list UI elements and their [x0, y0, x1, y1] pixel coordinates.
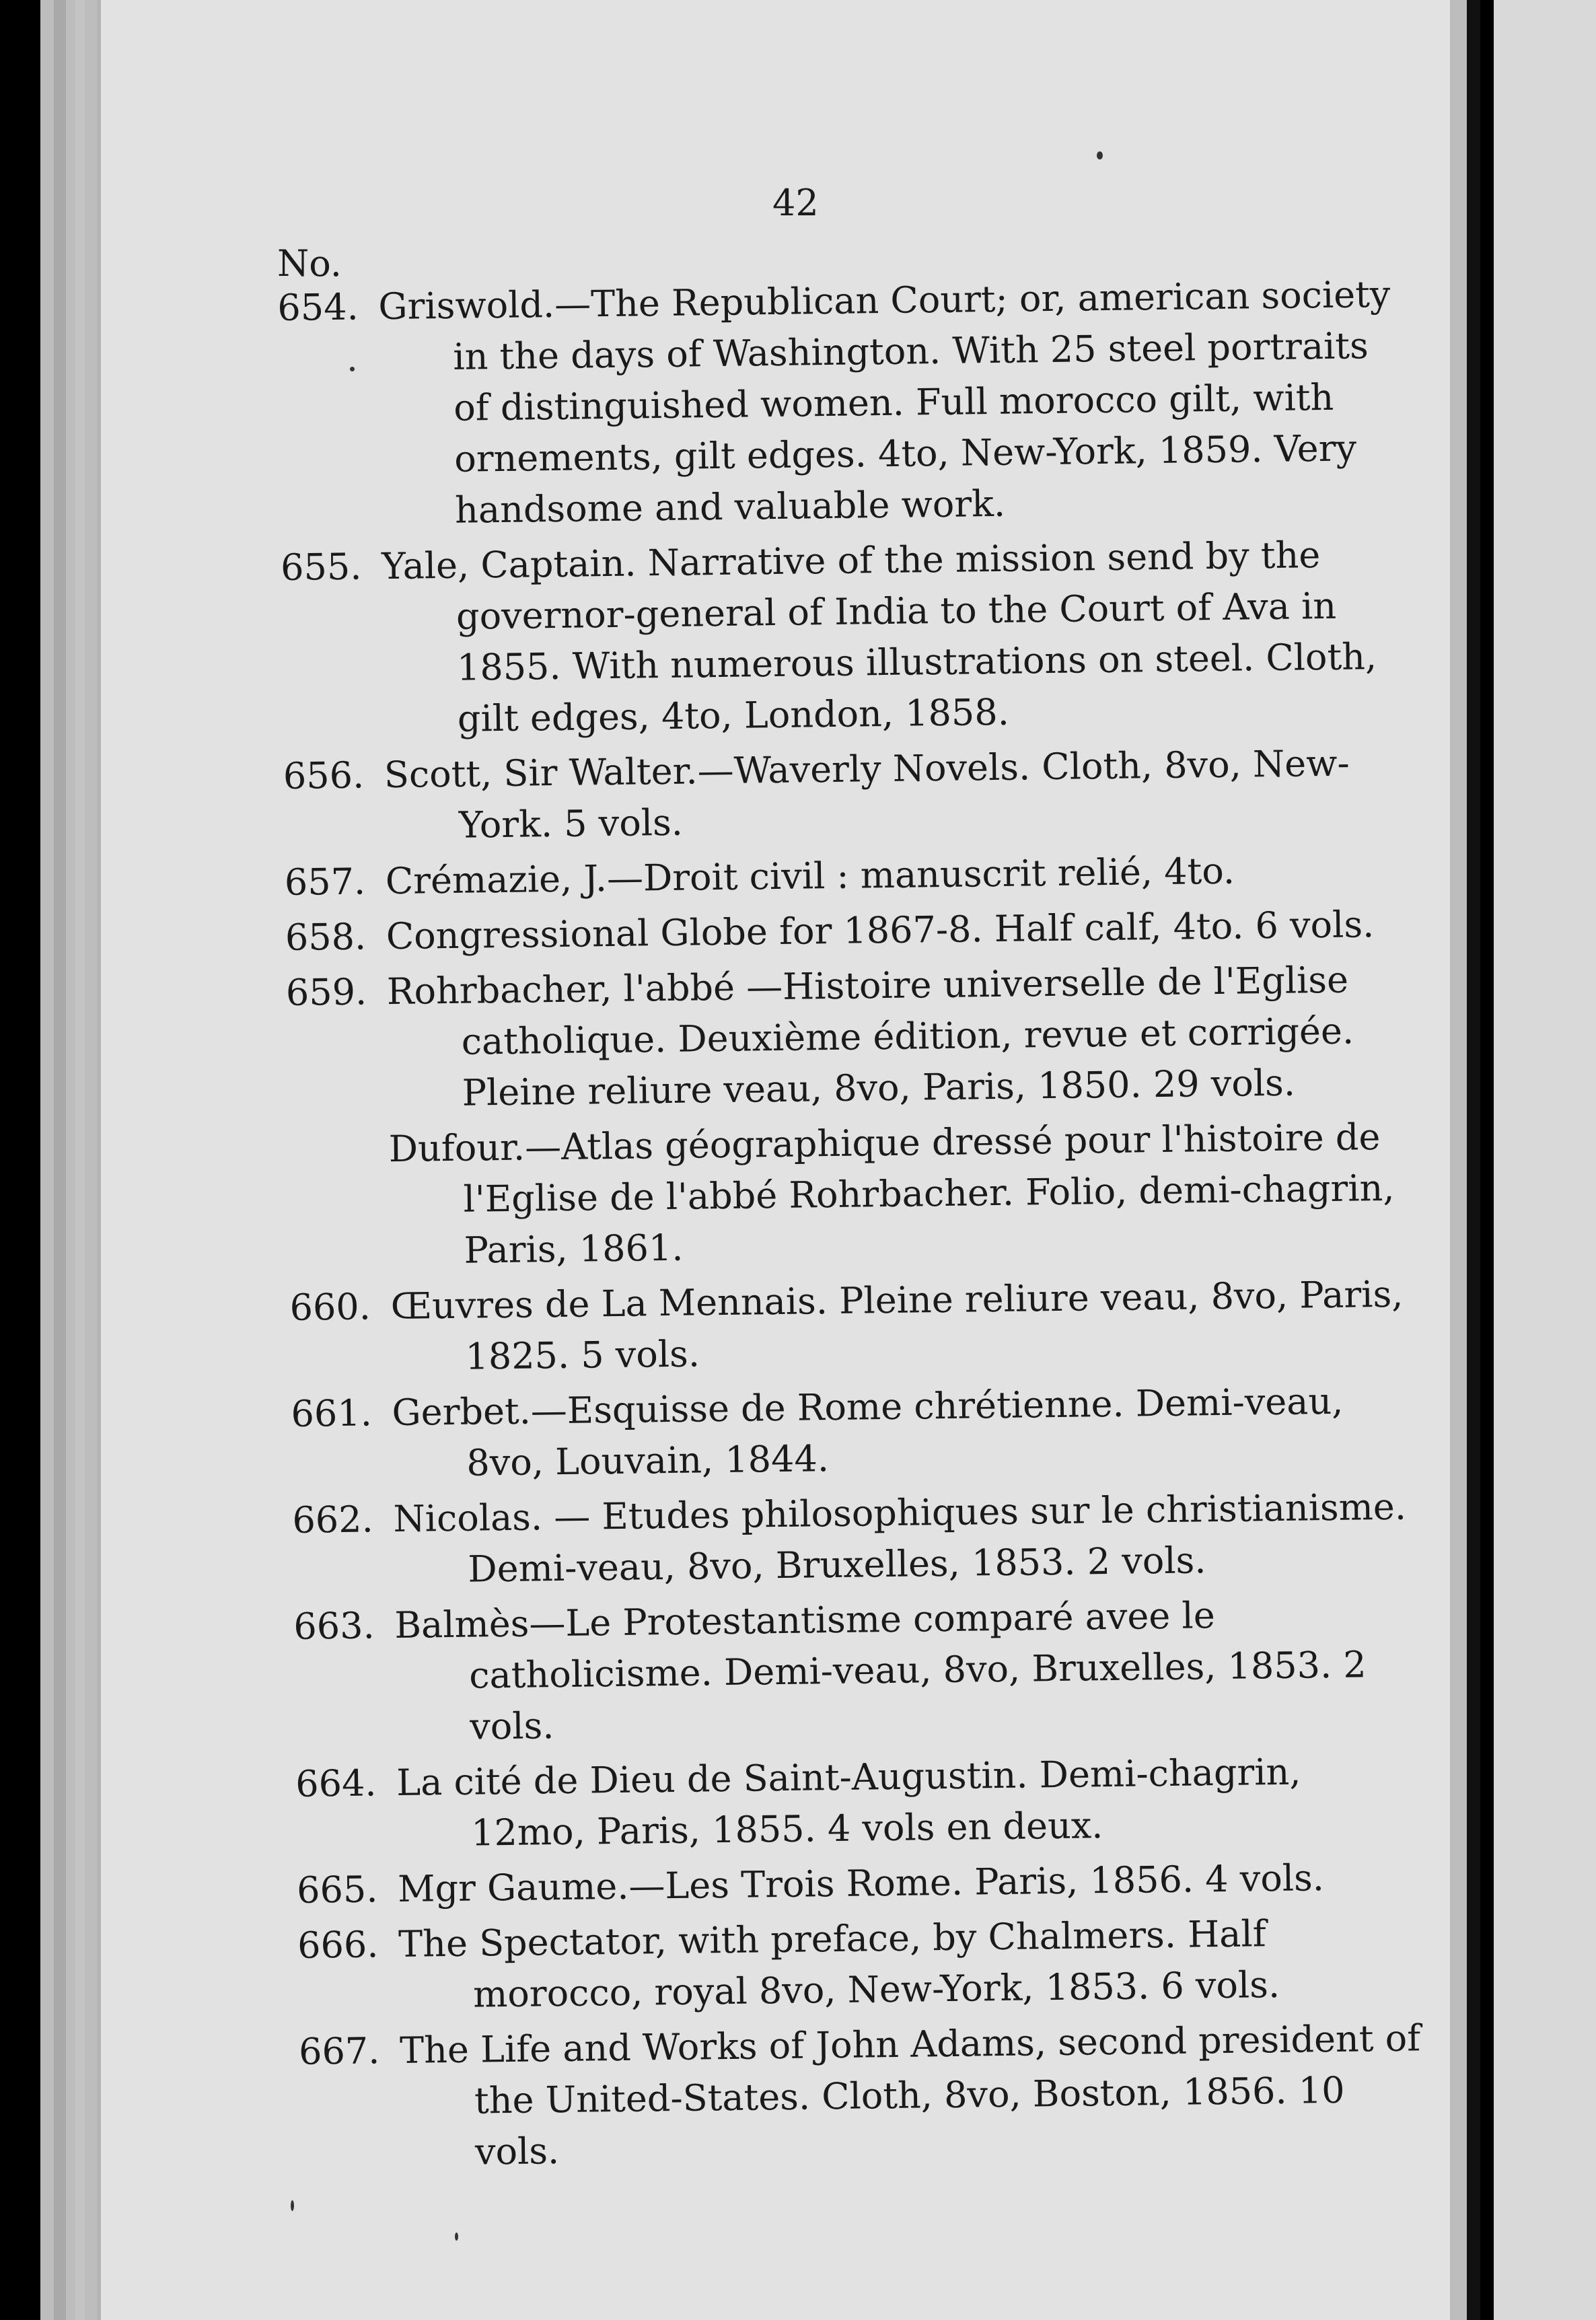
- catalogue-entry-665: [297, 1851, 1428, 1916]
- entry-text: Rohrbacher, l'abbé —Histoire universelle de l'Eglise catholique. Deuxième édition, revue et corrigée. Pleine reliure veau, 8vo, Paris, 1850. 29 vols.: [386, 958, 1354, 1114]
- entry-number: 665.: [296, 1868, 378, 1912]
- entry-text: Œuvres de La Mennais. Pleine reliure veau, 8vo, Paris, 1825. 5 vols.: [390, 1272, 1404, 1378]
- entry-number: 667.: [298, 2029, 380, 2073]
- column-label-no: No.: [277, 242, 342, 285]
- catalogue-entry-658: [285, 898, 1416, 964]
- entry-text: Griswold.—The Republican Court; or, american society in the days of Washington. With 25 steel portraits of distinguished women. Full morocco gilt, with ornements, gilt edges. 4to, New-York, 1859. Very handsome and valuable work.: [378, 273, 1391, 532]
- paper-speck: [291, 2200, 294, 2211]
- paper-speck: [1097, 151, 1103, 159]
- catalogue-entry-666: [297, 1906, 1429, 2023]
- entry-text: Mgr Gaume.—Les Trois Rome. Paris, 1856. 4 vols.: [397, 1856, 1325, 1910]
- page-edge-strip: [54, 0, 66, 2320]
- entry-number: 654.: [277, 285, 359, 329]
- catalogue-entry-659: [285, 953, 1418, 1121]
- entry-text: Nicolas. — Etudes philosophiques sur le christianisme. Demi-veau, 8vo, Bruxelles, 1853. 2 vols.: [393, 1485, 1407, 1591]
- catalogue-entry-655: [281, 528, 1414, 747]
- adjacent-page-edge: [1494, 0, 1596, 2320]
- catalogue-entry-662: [292, 1481, 1424, 1597]
- entry-text: The Life and Works of John Adams, second president of the United-States. Cloth, 8vo, Boston, 1856. 10 vols.: [399, 2017, 1421, 2173]
- catalogue-entry-659-dufour: Dufour.—Atlas géographique dressé pour l'histoire de l'Eglise de l'abbé Rohrbacher. Folio, demi-chagrin, Paris, 1861.: [388, 1116, 1395, 1272]
- entry-number: 659.: [285, 970, 367, 1014]
- catalogue-entry-656: [283, 737, 1415, 853]
- catalogue-entry-660: [289, 1268, 1421, 1385]
- entry-number: 664.: [295, 1762, 377, 1805]
- entry-text: La cité de Dieu de Saint-Augustin. Demi-chagrin, 12mo, Paris, 1855. 4 vols en deux.: [396, 1750, 1301, 1854]
- entry-text: The Spectator, with preface, by Chalmers. Half morocco, royal 8vo, New-York, 1853. 6 vols.: [398, 1912, 1280, 2016]
- catalogue-entry-657: [284, 843, 1415, 908]
- entry-number: 666.: [297, 1923, 379, 1967]
- entry-number: 657.: [284, 860, 366, 904]
- catalogue-entry-664: [295, 1745, 1427, 1861]
- entry-number: 661.: [291, 1391, 373, 1435]
- entry-text: Yale, Captain. Narrative of the mission send by the governor-general of India to the Court of Ava in 1855. With numerous illustrations on steel. Cloth, gilt edges, 4to, London, 1858.: [381, 534, 1377, 740]
- catalogue-entry-663: [293, 1587, 1426, 1755]
- catalogue-entries: [277, 268, 1430, 2183]
- entry-text: Congressional Globe for 1867-8. Half calf, 4to. 6 vols.: [386, 903, 1375, 958]
- entry-text: Balmès—Le Protestantisme comparé avee le catholicisme. Demi-veau, 8vo, Bruxelles, 1853. 2 vols.: [394, 1594, 1367, 1748]
- page-edge-strip: [75, 0, 85, 2320]
- entry-number: 662.: [292, 1498, 374, 1542]
- paper-speck: [350, 367, 355, 371]
- paper-speck: [455, 2233, 458, 2241]
- catalogue-entry-661: [291, 1375, 1422, 1491]
- entry-number: 658.: [285, 915, 367, 959]
- page-gutter: [1467, 0, 1480, 2320]
- entry-number: 663.: [293, 1604, 375, 1648]
- entry-number: 655.: [280, 545, 362, 589]
- page-number: 42: [772, 182, 819, 224]
- entry-number: 656.: [283, 754, 365, 797]
- entry-number: 660.: [289, 1285, 371, 1329]
- entry-text: Scott, Sir Walter.—Waverly Novels. Cloth, 8vo, New-York. 5 vols.: [384, 741, 1350, 846]
- entry-text: Gerbet.—Esquisse de Rome chrétienne. Demi-veau, 8vo, Louvain, 1844.: [392, 1379, 1344, 1484]
- catalogue-entry-654: [277, 268, 1411, 538]
- entry-text: Crémazie, J.—Droit civil : manuscrit relié, 4to.: [385, 849, 1235, 903]
- catalogue-entry-667: [299, 2013, 1431, 2180]
